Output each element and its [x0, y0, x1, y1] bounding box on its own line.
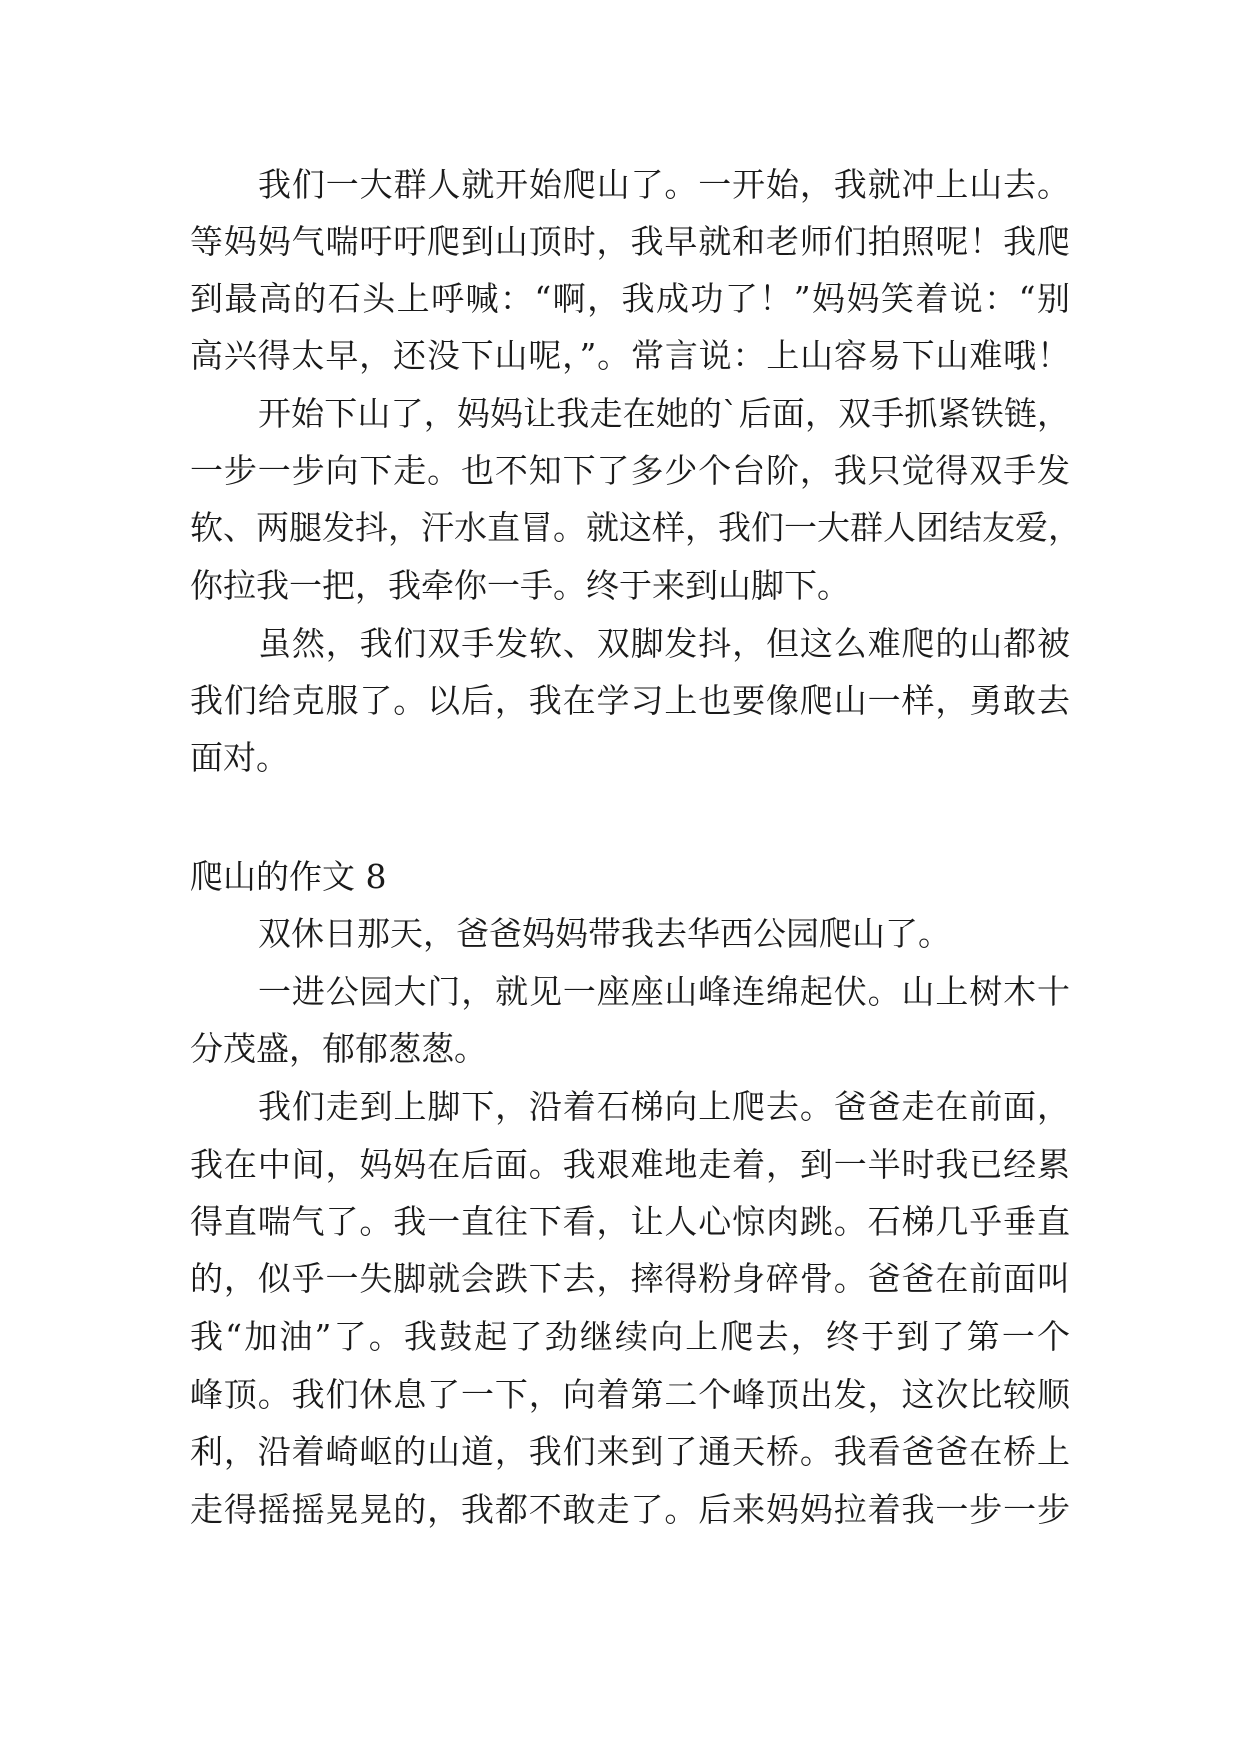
paragraph-2-line-2: 一步一步向下走。也不知下了多少个台阶，我只觉得双手发: [190, 451, 1070, 490]
paragraph-1-line-4: 高兴得太早，还没下山呢，”。常言说：上山容易下山难哦！: [190, 336, 1070, 375]
paragraph-2-line-1: 开始下山了，妈妈让我走在她的`后面，双手抓紧铁链，: [258, 394, 1070, 433]
paragraph-3-line-1: 虽然，我们双手发软、双脚发抖，但这么难爬的山都被: [258, 624, 1070, 663]
essay-heading: 爬山的作文 8: [190, 857, 387, 896]
paragraph-3-line-3: 面对。: [190, 738, 289, 777]
essay2-paragraph-3-line-7: 利，沿着崎岖的山道，我们来到了通天桥。我看爸爸在桥上: [190, 1432, 1070, 1471]
essay2-paragraph-3-line-1: 我们走到上脚下，沿着石梯向上爬去。爸爸走在前面，: [258, 1087, 1070, 1126]
essay2-paragraph-3-line-5: 我“加油”了。我鼓起了劲继续向上爬去，终于到了第一个: [190, 1317, 1070, 1356]
essay2-paragraph-3-line-6: 峰顶。我们休息了一下，向着第二个峰顶出发，这次比较顺: [190, 1375, 1070, 1414]
essay2-paragraph-2-line-1: 一进公园大门，就见一座座山峰连绵起伏。山上树木十: [258, 972, 1070, 1011]
essay2-paragraph-3-line-4: 的，似乎一失脚就会跌下去，摔得粉身碎骨。爸爸在前面叫: [190, 1259, 1070, 1298]
essay2-paragraph-1-line-1: 双休日那天，爸爸妈妈带我去华西公园爬山了。: [258, 914, 951, 953]
paragraph-1-line-3: 到最高的石头上呼喊：“啊，我成功了！”妈妈笑着说：“别: [190, 279, 1070, 318]
paragraph-1-line-1: 我们一大群人就开始爬山了。一开始，我就冲上山去。: [258, 165, 1070, 204]
paragraph-3-line-2: 我们给克服了。以后，我在学习上也要像爬山一样，勇敢去: [190, 681, 1070, 720]
essay2-paragraph-2-line-2: 分茂盛，郁郁葱葱。: [190, 1029, 487, 1068]
essay2-paragraph-3-line-8: 走得摇摇晃晃的，我都不敢走了。后来妈妈拉着我一步一步: [190, 1490, 1070, 1529]
essay2-paragraph-3-line-2: 我在中间，妈妈在后面。我艰难地走着，到一半时我已经累: [190, 1145, 1070, 1184]
paragraph-1-line-2: 等妈妈气喘吁吁爬到山顶时，我早就和老师们拍照呢！我爬: [190, 222, 1070, 261]
paragraph-2-line-4: 你拉我一把，我牵你一手。终于来到山脚下。: [190, 566, 850, 605]
essay2-paragraph-3-line-3: 得直喘气了。我一直往下看，让人心惊肉跳。石梯几乎垂直: [190, 1202, 1070, 1241]
paragraph-2-line-3: 软、两腿发抖，汗水直冒。就这样，我们一大群人团结友爱，: [190, 508, 1081, 547]
